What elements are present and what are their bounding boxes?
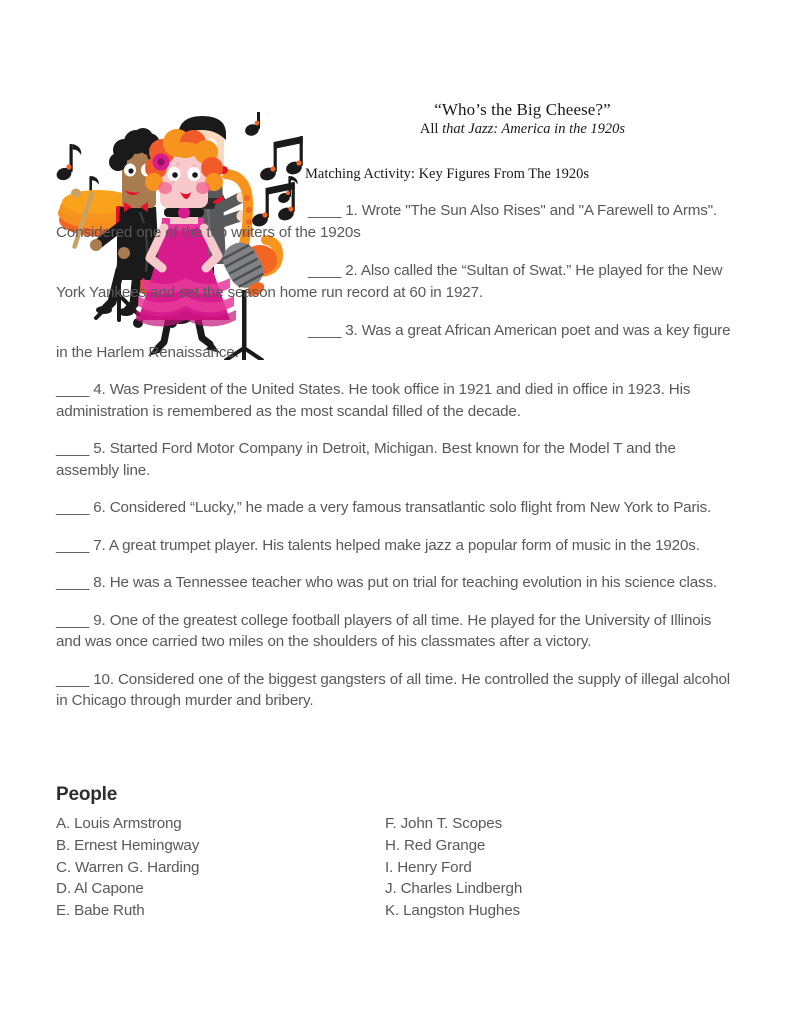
people-column-right bbox=[385, 813, 522, 922]
doc-subtitle-italic: that Jazz: America in the 1920s bbox=[442, 121, 626, 137]
question-item: ____ 2. Also called the “Sultan of Swat.” He played for the New York Yankees and set the season home run record at 60 in 1927. bbox=[56, 262, 723, 301]
people-item: H. Red Grange bbox=[385, 836, 486, 854]
people-heading: People bbox=[56, 784, 118, 805]
doc-subtitle-plain: All bbox=[419, 121, 443, 137]
doc-title: “Who’s the Big Cheese?” bbox=[434, 100, 611, 119]
people-item: F. John T. Scopes bbox=[385, 815, 503, 832]
activity-line: Matching Activity: Key Figures From The 1920s bbox=[305, 166, 590, 182]
people-item: J. Charles Lindbergh bbox=[385, 880, 523, 898]
flower-icon bbox=[153, 154, 170, 171]
question-item: ____ 9. One of the greatest college football players of all time. He played for the University of Illinois and was once carried two miles on the shoulders of his classmates after a victory. bbox=[56, 611, 712, 650]
question-item: ____ 1. Wrote "The Sun Also Rises" and "A Farewell to Arms". Considered one of the top writers of the 1920s bbox=[56, 202, 718, 241]
people-item: D. Al Capone bbox=[56, 880, 144, 898]
title-block bbox=[305, 99, 740, 139]
people-item: B. Ernest Hemingway bbox=[56, 836, 200, 854]
people-item: E. Babe Ruth bbox=[56, 902, 145, 920]
question-item: ____ 7. A great trumpet player. His talents helped make jazz a popular form of music in the 1920s. bbox=[56, 536, 700, 554]
music-note-icon bbox=[244, 112, 268, 137]
question-item: ____ 10. Considered one of the biggest gangsters of all time. He controlled the supply of illegal alcohol in Chicago through murder and bribery. bbox=[56, 670, 731, 709]
people-item: C. Warren G. Harding bbox=[56, 858, 200, 876]
people-section bbox=[56, 784, 740, 920]
music-note-icon bbox=[55, 144, 81, 182]
question-item: ____ 4. Was President of the United States. He took office in 1921 and died in office in 1923. His administration is remembered as the most scandal filled of the decade. bbox=[56, 381, 691, 420]
people-item: K. Langston Hughes bbox=[385, 902, 520, 920]
question-item: ____ 6. Considered “Lucky,” he made a very famous transatlantic solo flight from New York to Paris. bbox=[56, 499, 712, 516]
people-item: I. Henry Ford bbox=[385, 858, 472, 876]
people-item: A. Louis Armstrong bbox=[56, 815, 182, 832]
music-note-icon bbox=[258, 136, 303, 182]
doc-subtitle bbox=[305, 120, 740, 139]
question-item: ____ 3. Was a great African American poet and was a key figure in the Harlem Renaissance. bbox=[56, 322, 731, 361]
question-item: ____ 5. Started Ford Motor Company in Detroit, Michigan. Best known for the Model T and the assembly line. bbox=[56, 440, 676, 479]
people-column-left bbox=[56, 813, 199, 922]
question-item: ____ 8. He was a Tennessee teacher who was put on trial for teaching evolution in his science class. bbox=[56, 574, 717, 591]
questions-list bbox=[56, 200, 740, 712]
